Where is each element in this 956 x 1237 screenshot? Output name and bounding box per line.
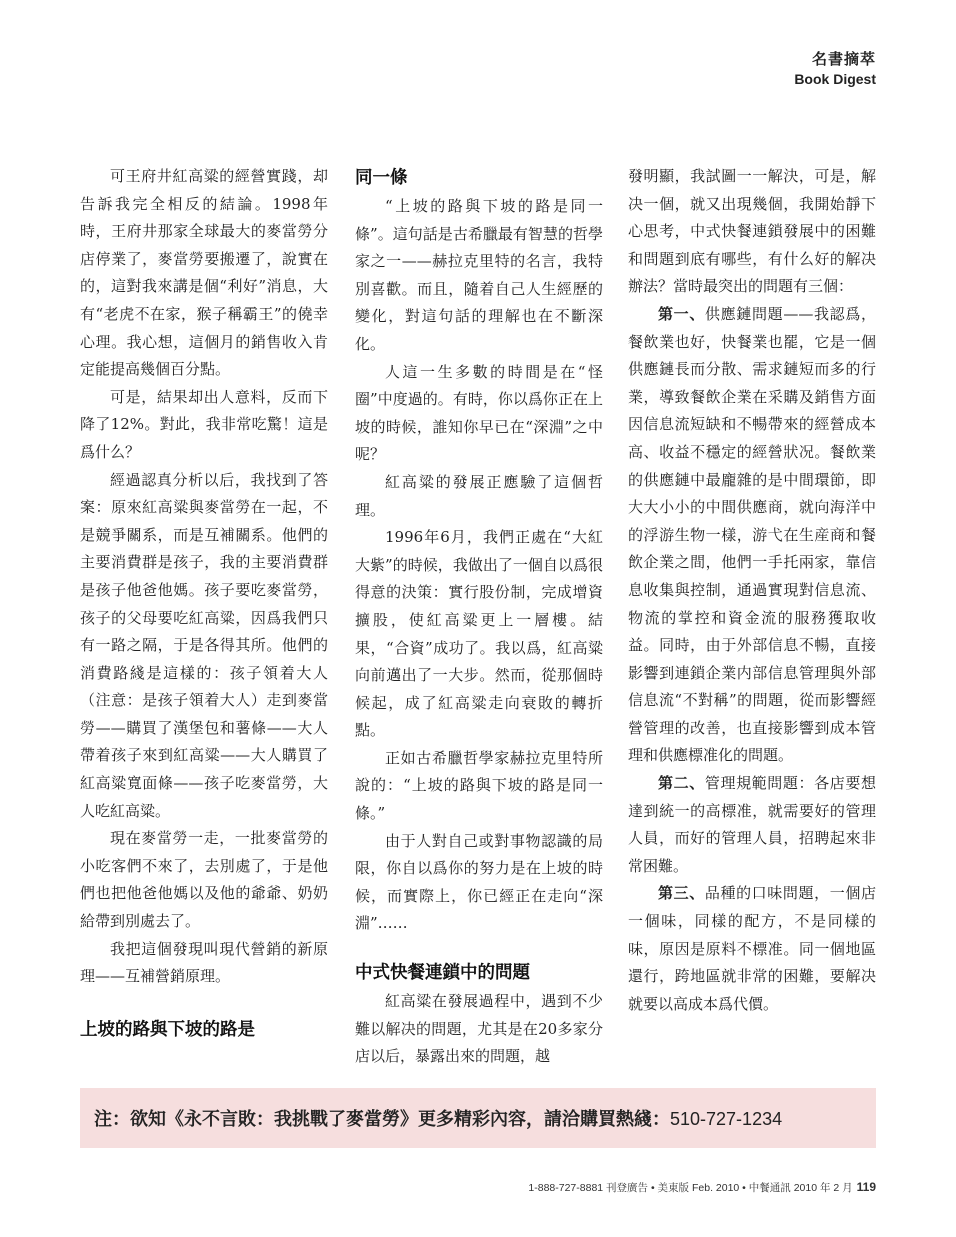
paragraph: 由于人對自己或對事物認識的局限，你自以爲你的努力是在上坡的時候，而實際上，你已經正在走向“深淵”…… xyxy=(355,831,603,933)
paragraph: 可是，結果却出人意料，反而下降了12%。對此，我非常吃驚！這是爲什么？ xyxy=(80,387,328,461)
paragraph: 現在麥當勞一走，一批麥當勞的小吃客們不來了，去別處了，于是他們也把他爸他媽以及他的爺爺、奶奶給帶到別處去了。 xyxy=(80,829,328,931)
section-heading-continued: 同一條 xyxy=(355,168,408,188)
section-heading: 上坡的路與下坡的路是 xyxy=(80,1019,255,1040)
paragraph: 人這一生多數的時間是在“怪圈”中度過的。有時，你以爲你正在上坡的時候，誰知你早已在“深淵”之中呢？ xyxy=(355,362,603,464)
paragraph: “上坡的路與下坡的路是同一條”。這句話是古希臘最有智慧的哲學家之一——赫拉克里特的名言，我特別喜歡。而且，隨着自己人生經歷的變化，對這句話的理解也在不斷深化。 xyxy=(355,197,603,353)
paragraph xyxy=(628,770,876,880)
point-text: 品種的口味問題，一個店一個味，同樣的配方，不是同樣的味，原因是原料不標准。同一個地區還行，跨地區就非常的困難，要解决就要以高成本爲代價。 xyxy=(628,884,876,1013)
paragraph: 我把這個發現叫現代營銷的新原理——互補營銷原理。 xyxy=(80,939,328,986)
section-heading: 中式快餐連鎖中的問題 xyxy=(355,963,530,984)
point-lead: 第三、 xyxy=(658,884,705,903)
footer-text: 1-888-727-8881 刊登廣告 • 美東版 Feb. 2010 • 中餐通訊 2010 年 2 月 xyxy=(528,1182,853,1194)
paragraph xyxy=(628,301,876,770)
point-text: 供應鏈問題——我認爲，餐飲業也好，快餐業也罷，它是一個供應鏈長而分散、需求鏈短而多的行業，導致餐飲企業在采購及銷售方面因信息流短缺和不暢帶來的經營成本高、收益不穩定的經營狀况。餐飲業的供應鏈中最龐雜的是中間環節，即大大小小的中間供應商，就向海洋中的浮游生物一樣，游弋在生産商和餐飲企業之間，他們一手托兩家，靠信息收集與控制，通過實現對信息流、物流的掌控和資金流的服務獲取收益。同時，由于外部信息不暢，直接影響到連鎖企業内部信息管理與外部信息流“不對稱”的問題，從而影響經營管理的改善，也直接影響到成本管理和供應標准化的問題。 xyxy=(628,304,876,765)
section-header xyxy=(794,50,876,88)
paragraph: 可王府井紅高粱的經營實踐，却告訴我完全相反的結論。1998年時，王府井那家全球最大的麥當勞分店停業了，麥當勞要搬遷了，說實在的，這對我來講是個“利好”消息，大有“老虎不在家，猴子稱霸王”的僥幸心理。我心想，這個月的銷售收入肯定能提高幾個百分點。 xyxy=(80,167,328,379)
point-lead: 第二、 xyxy=(658,774,705,793)
section-title-en: Book Digest xyxy=(794,71,876,87)
paragraph: 1996年6月，我們正處在“大紅大紫”的時候，我做出了一個自以爲很得意的決策：實行股份制，完成增資擴股，使紅高粱更上一層樓。結果，“合資”成功了。我以爲，紅高粱向前邁出了一大步。然而，從那個時候起，成了紅高粱走向衰敗的轉折點。 xyxy=(355,528,603,740)
paragraph: 發明顯，我試圖一一解決，可是，解决一個，就又出現幾個，我開始靜下心思考，中式快餐連鎖發展中的困難和問題到底有哪些，有什么好的解决辦法？當時最突出的問題有三個： xyxy=(628,167,876,296)
column-2 xyxy=(355,163,603,1071)
notice-content xyxy=(80,1105,782,1131)
paragraph: 正如古希臘哲學家赫拉克里特所說的：“上坡的路與下坡的路是同一條。” xyxy=(355,748,603,823)
purchase-notice-banner xyxy=(80,1088,876,1148)
notice-text: 注：欲知《永不言敗：我挑戰了麥當勞》更多精彩內容，請洽購買熱綫： xyxy=(94,1109,670,1130)
column-3 xyxy=(628,163,876,1018)
page-number: 119 xyxy=(856,1180,876,1194)
page-footer xyxy=(528,1180,876,1195)
hotline-number: 510-727-1234 xyxy=(670,1109,783,1129)
section-title-zh: 名書摘萃 xyxy=(811,51,876,68)
paragraph: 紅高粱的發展正應驗了這個哲理。 xyxy=(355,472,603,519)
paragraph: 經過認真分析以后，我找到了答案：原來紅高粱與麥當勞在一起，不是競爭關系，而是互補關系。他們的主要消費群是孩子，我的主要消費群是孩子他爸他媽。孩子要吃麥當勞，孩子的父母要吃紅高粱，因爲我們只有一路之隔，于是各得其所。他們的消費路綫是這樣的：孩子領着大人（注意：是孩子領着大人）走到麥當勞——購買了漢堡包和薯條——大人帶着孩子來到紅高粱——大人購買了紅高粱寬面條——孩子吃麥當勞，大人吃紅高粱。 xyxy=(80,470,328,820)
point-text: 管理規範問題：各店要想達到統一的高標准，就需要好的管理人員，而好的管理人員，招聘起來非常困難。 xyxy=(628,774,876,875)
point-lead: 第一、 xyxy=(658,304,705,323)
paragraph: 紅高粱在發展過程中，遇到不少難以解决的問題，尤其是在20多家分店以后，暴露出來的問題，越 xyxy=(355,992,603,1066)
paragraph xyxy=(628,880,876,1018)
column-1 xyxy=(80,163,328,1045)
